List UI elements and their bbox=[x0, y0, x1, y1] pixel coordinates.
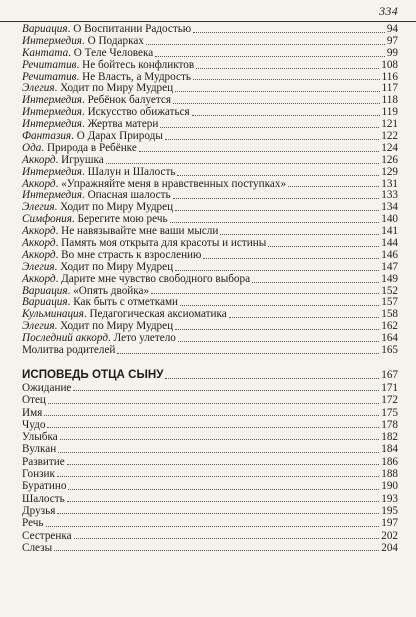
entry-genre: Элегия bbox=[22, 201, 55, 214]
dot-leader bbox=[58, 452, 379, 453]
entry-title: . Шалун и Шалость bbox=[82, 165, 176, 178]
entry-genre: Вариация bbox=[22, 22, 68, 35]
toc-list bbox=[22, 24, 398, 357]
section-page: 167 bbox=[381, 368, 398, 381]
page-number: 334 bbox=[379, 4, 398, 18]
toc-entry[interactable] bbox=[22, 480, 398, 492]
toc-entry[interactable] bbox=[22, 505, 398, 517]
toc-entry[interactable] bbox=[22, 345, 398, 357]
entry-page: 124 bbox=[381, 141, 398, 154]
entry-genre: Вариация bbox=[22, 284, 68, 297]
entry-page: 193 bbox=[381, 492, 398, 505]
entry-title: . Не бойтесь конфликтов bbox=[76, 58, 195, 71]
entry-title: . Ходит по Миру Мудрец bbox=[54, 320, 174, 333]
entry-page: 131 bbox=[381, 177, 398, 190]
entry-page: 182 bbox=[381, 431, 398, 444]
toc-entry[interactable] bbox=[22, 493, 398, 505]
entry-title: . Не навязывайте мне ваши мысли bbox=[55, 225, 219, 238]
toc-entry[interactable] bbox=[22, 407, 398, 419]
dot-leader bbox=[44, 415, 379, 416]
dot-leader bbox=[196, 68, 379, 69]
entry-genre: Интермедия bbox=[22, 189, 82, 202]
toc-entry[interactable] bbox=[22, 542, 398, 554]
dot-leader bbox=[73, 390, 379, 391]
dot-leader bbox=[203, 258, 379, 259]
entry-page: 152 bbox=[381, 284, 398, 297]
entry-genre: Аккорд bbox=[22, 225, 56, 238]
entry-title: Буратино bbox=[22, 480, 67, 493]
entry-title: . Ходит по Миру Мудрец bbox=[54, 260, 174, 273]
dot-leader bbox=[68, 489, 379, 490]
dot-leader bbox=[175, 91, 380, 92]
entry-genre: Речитатив bbox=[22, 70, 77, 83]
dot-leader bbox=[67, 464, 380, 465]
entry-title: . О Подарках bbox=[82, 34, 144, 47]
dot-leader bbox=[177, 175, 379, 176]
entry-title: Вулкан bbox=[22, 443, 57, 456]
entry-title: . О Дарах Природы bbox=[71, 130, 163, 142]
dot-leader bbox=[178, 341, 379, 342]
entry-page: 121 bbox=[381, 118, 398, 131]
dot-leader bbox=[165, 378, 379, 379]
entry-genre: Элегия bbox=[22, 82, 55, 95]
dot-leader bbox=[175, 270, 379, 271]
header-rule bbox=[0, 21, 416, 22]
entry-page: 146 bbox=[381, 248, 398, 261]
entry-title: . Как быть с отметками bbox=[67, 296, 179, 309]
toc-entry[interactable] bbox=[22, 530, 398, 542]
entry-title: Друзья bbox=[22, 504, 56, 517]
dot-leader bbox=[229, 317, 379, 318]
entry-genre: Симфония bbox=[22, 213, 72, 226]
entry-title: . Дарите мне чувство свободного выбора bbox=[55, 272, 251, 285]
dot-leader bbox=[173, 198, 380, 199]
toc-entry[interactable] bbox=[22, 419, 398, 431]
entry-genre: Аккорд bbox=[22, 153, 56, 166]
toc-entry[interactable] bbox=[22, 431, 398, 443]
dot-leader bbox=[288, 186, 379, 187]
entry-page: 149 bbox=[381, 272, 398, 285]
entry-page: 171 bbox=[381, 381, 398, 394]
entry-page: 116 bbox=[381, 70, 398, 83]
entry-genre: Интермедия bbox=[22, 106, 82, 119]
entry-genre: Речитатив bbox=[22, 58, 77, 71]
dot-leader bbox=[106, 163, 379, 164]
entry-page: 184 bbox=[381, 443, 398, 456]
entry-title: . О Теле Человека bbox=[68, 46, 154, 59]
entry-title: . Во мне страсть к взрослению bbox=[55, 248, 202, 261]
dot-leader bbox=[46, 526, 380, 527]
dot-leader bbox=[48, 403, 379, 404]
toc-entry[interactable] bbox=[22, 394, 398, 406]
toc-entry[interactable] bbox=[22, 456, 398, 468]
entry-genre: Аккорд bbox=[22, 272, 56, 285]
entry-title: . Ходит по Миру Мудрец bbox=[54, 82, 174, 95]
dot-leader bbox=[165, 139, 379, 140]
entry-page: 119 bbox=[381, 106, 398, 119]
dot-leader bbox=[139, 151, 379, 152]
entry-title: . Игрушка bbox=[55, 153, 104, 166]
entry-page: 190 bbox=[381, 480, 398, 493]
dot-leader bbox=[155, 56, 385, 57]
dot-leader bbox=[160, 127, 379, 128]
entry-page: 178 bbox=[381, 418, 398, 431]
entry-page: 108 bbox=[381, 58, 398, 71]
entry-page: 144 bbox=[381, 237, 398, 250]
entry-page: 197 bbox=[381, 517, 398, 530]
entry-page: 133 bbox=[381, 189, 398, 202]
dot-leader bbox=[193, 79, 380, 80]
entry-page: 195 bbox=[381, 504, 398, 517]
entry-title: Имя bbox=[22, 406, 43, 419]
dot-leader bbox=[57, 513, 379, 514]
toc-entry[interactable] bbox=[22, 382, 398, 394]
section-heading[interactable] bbox=[22, 368, 398, 382]
entry-page: 129 bbox=[381, 165, 398, 178]
entry-page: 141 bbox=[381, 225, 398, 238]
dot-leader bbox=[180, 305, 379, 306]
dot-leader bbox=[74, 538, 380, 539]
entry-title: . О Воспитании Радостью bbox=[67, 22, 192, 35]
entry-title: Гонзик bbox=[22, 468, 55, 481]
toc-entry[interactable] bbox=[22, 468, 398, 480]
entry-genre: Кульминация bbox=[22, 308, 84, 321]
dot-leader bbox=[170, 222, 380, 223]
entry-genre: Аккорд bbox=[22, 177, 56, 190]
dot-leader bbox=[57, 476, 379, 477]
entry-genre: Интермедия bbox=[22, 165, 82, 178]
entry-page: 175 bbox=[381, 406, 398, 419]
entry-page: 172 bbox=[381, 394, 398, 407]
entry-title: Чудо bbox=[22, 418, 46, 431]
entry-page: 94 bbox=[386, 22, 398, 35]
entry-genre: Элегия bbox=[22, 260, 55, 273]
entry-title: Шалость bbox=[22, 492, 65, 505]
dot-leader bbox=[192, 115, 380, 116]
entry-title: Сестренка bbox=[22, 529, 72, 542]
entry-page: 99 bbox=[386, 46, 398, 59]
dot-leader bbox=[193, 32, 385, 33]
entry-page: 122 bbox=[381, 130, 398, 142]
entry-page: 162 bbox=[381, 320, 398, 333]
entry-title: Ожидание bbox=[22, 381, 72, 394]
dot-leader bbox=[67, 501, 379, 502]
entry-title: . Не Власть, а Мудрость bbox=[76, 70, 191, 83]
entry-page: 204 bbox=[381, 541, 398, 554]
dot-leader bbox=[151, 293, 379, 294]
entry-title: . Жертва матери bbox=[82, 118, 159, 131]
entry-title: . Ребёнок балуется bbox=[82, 94, 171, 107]
entry-title: . «Опять двойка» bbox=[67, 284, 150, 297]
toc-entry[interactable] bbox=[22, 443, 398, 455]
entry-title: . Память моя открыта для красоты и истины bbox=[55, 237, 267, 250]
dot-leader bbox=[252, 282, 379, 283]
entry-title: Отец bbox=[22, 394, 46, 407]
entry-page: 188 bbox=[381, 468, 398, 481]
entry-genre: Последний аккорд bbox=[22, 332, 109, 345]
table-of-contents bbox=[22, 24, 398, 554]
dot-leader bbox=[175, 210, 379, 211]
entry-page: 186 bbox=[381, 455, 398, 468]
section-title: ИСПОВЕДЬ ОТЦА СЫНУ bbox=[22, 367, 164, 381]
section-toc-list bbox=[22, 382, 398, 554]
entry-page: 140 bbox=[381, 213, 398, 226]
dot-leader bbox=[146, 44, 385, 45]
entry-page: 134 bbox=[381, 201, 398, 214]
entry-genre: Ода bbox=[22, 141, 42, 154]
entry-title: Слезы bbox=[22, 541, 53, 554]
entry-page: 164 bbox=[381, 332, 398, 345]
entry-title: . Лето улетело bbox=[108, 332, 176, 345]
entry-page: 157 bbox=[381, 296, 398, 309]
toc-entry[interactable] bbox=[22, 517, 398, 529]
entry-genre: Вариация bbox=[22, 296, 68, 309]
entry-title: Речь bbox=[22, 517, 44, 530]
entry-title: . «Упражняйте меня в нравственных поступках» bbox=[55, 177, 287, 190]
entry-page: 118 bbox=[381, 94, 398, 107]
entry-title: . Искусство обижаться bbox=[82, 106, 190, 119]
entry-title: Молитва родителей bbox=[22, 344, 116, 357]
entry-title: . Педагогическая аксиоматика bbox=[83, 308, 227, 321]
entry-page: 165 bbox=[381, 344, 398, 357]
entry-genre: Интермедия bbox=[22, 94, 82, 107]
entry-title: . Опасная шалость bbox=[82, 189, 171, 202]
entry-title: Развитие bbox=[22, 455, 65, 468]
dot-leader bbox=[268, 246, 379, 247]
dot-leader bbox=[54, 550, 379, 551]
dot-leader bbox=[173, 103, 380, 104]
entry-page: 117 bbox=[381, 82, 398, 95]
entry-title: . Природа в Ребёнке bbox=[41, 141, 137, 154]
entry-page: 158 bbox=[381, 308, 398, 321]
entry-page: 147 bbox=[381, 260, 398, 273]
dot-leader bbox=[175, 329, 379, 330]
dot-leader bbox=[60, 439, 380, 440]
entry-genre: Интермедия bbox=[22, 118, 82, 131]
dot-leader bbox=[220, 234, 379, 235]
entry-genre: Интермедия bbox=[22, 34, 82, 47]
dot-leader bbox=[47, 427, 379, 428]
entry-genre: Аккорд bbox=[22, 237, 56, 250]
entry-genre: Аккорд bbox=[22, 248, 56, 261]
entry-title: Улыбка bbox=[22, 431, 58, 444]
entry-page: 126 bbox=[381, 153, 398, 166]
entry-title: . Берегите мою речь bbox=[71, 213, 168, 226]
entry-title: . Ходит по Миру Мудрец bbox=[54, 201, 174, 214]
entry-genre: Элегия bbox=[22, 320, 55, 333]
dot-leader bbox=[117, 353, 379, 354]
entry-genre: Кантата bbox=[22, 46, 69, 59]
entry-page: 97 bbox=[386, 34, 398, 47]
entry-page: 202 bbox=[381, 529, 398, 542]
entry-genre: Фантазия bbox=[22, 130, 72, 142]
